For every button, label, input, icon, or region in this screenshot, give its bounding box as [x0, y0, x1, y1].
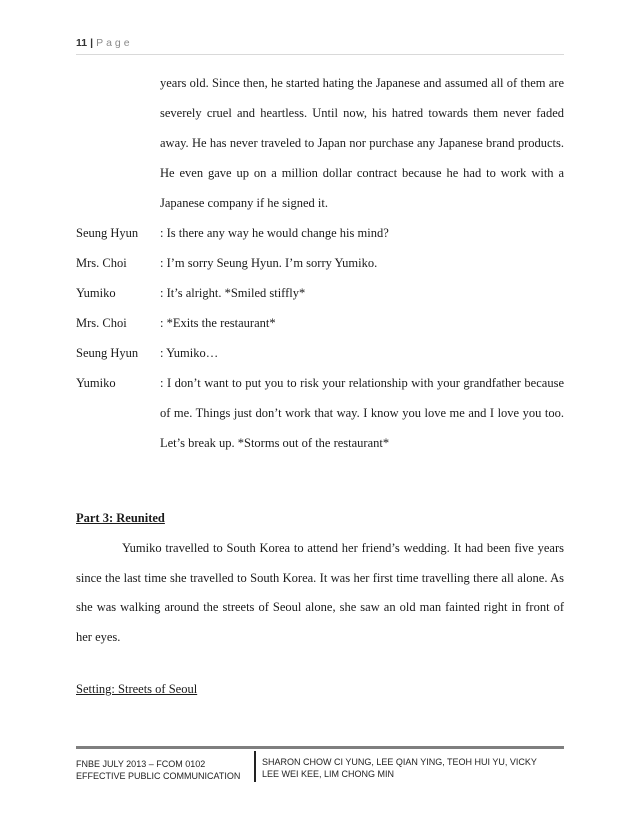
speaker-name: Mrs. Choi [76, 256, 127, 270]
page-label: Page [96, 37, 133, 49]
dialogue-text: : Yumiko… [160, 346, 219, 360]
dialogue-line [76, 308, 564, 338]
speaker-name: Seung Hyun [76, 346, 139, 360]
dialogue-line [76, 248, 564, 278]
continuation-line: Japanese company if he signed it. [160, 196, 329, 210]
dialogue-line [76, 218, 564, 248]
section-heading: Part 3: Reunited [76, 511, 165, 525]
page-footer [76, 746, 564, 782]
dialogue-text: : Is there any way he would change his mind? [160, 226, 389, 240]
narration-line: her eyes. [76, 629, 121, 644]
narration-line: Yumiko travelled to South Korea to attend her friend’s wedding. It had been five years [122, 541, 564, 555]
speaker-name: Yumiko [76, 376, 116, 390]
dialogue-text: : I don’t want to put you to risk your relationship with your grandfather because [160, 376, 564, 390]
dialogue-text: of me. Things just don’t work that way. I know you love me and I love you too. [160, 406, 564, 420]
setting-label: Setting: Streets of Seoul [76, 682, 198, 696]
script-body [76, 68, 564, 458]
narration-line: since the last time she travelled to South Korea. It was her first time travelling there all alone. As [76, 570, 564, 585]
continuation-line: He even gave up on a million dollar contract because he had to work with a [160, 166, 564, 180]
footer-line: LEE WEI KEE, LIM CHONG MIN [262, 769, 395, 779]
continuation-line: severely cruel and heartless. Until now, his hatred towards them never faded [160, 106, 564, 120]
dialogue-line [76, 368, 564, 458]
continuation-line: years old. Since then, he started hating the Japanese and assumed all of them are [160, 76, 564, 90]
continuation-line: away. He has never traveled to Japan nor purchase any Japanese brand products. [160, 136, 564, 150]
narration-paragraph [76, 534, 564, 652]
footer-line: FNBE JULY 2013 – FCOM 0102 [76, 759, 206, 769]
continuation-paragraph [160, 68, 564, 218]
speaker-name: Mrs. Choi [76, 316, 127, 330]
footer-line: EFFECTIVE PUBLIC COMMUNICATION [76, 771, 241, 781]
dialogue-text: Let’s break up. *Storms out of the restaurant* [160, 436, 390, 450]
dialogue-text: : I’m sorry Seung Hyun. I’m sorry Yumiko. [160, 256, 378, 270]
dialogue-line [76, 278, 564, 308]
footer-course-info [76, 751, 256, 782]
footer-authors [256, 749, 564, 782]
narration-line: she was walking around the streets of Seoul alone, she saw an old man fainted right in front of [76, 600, 564, 614]
dialogue-text: : It’s alright. *Smiled stiffly* [160, 286, 306, 300]
page-header [76, 37, 564, 55]
header-separator: | [90, 37, 94, 49]
speaker-name: Yumiko [76, 286, 116, 300]
footer-line: SHARON CHOW CI YUNG, LEE QIAN YING, TEOH HUI YU, VICKY [262, 757, 537, 767]
dialogue-text: : *Exits the restaurant* [160, 316, 276, 330]
dialogue-line [76, 338, 564, 368]
page-number: 11 [76, 37, 88, 49]
speaker-name: Seung Hyun [76, 226, 139, 240]
